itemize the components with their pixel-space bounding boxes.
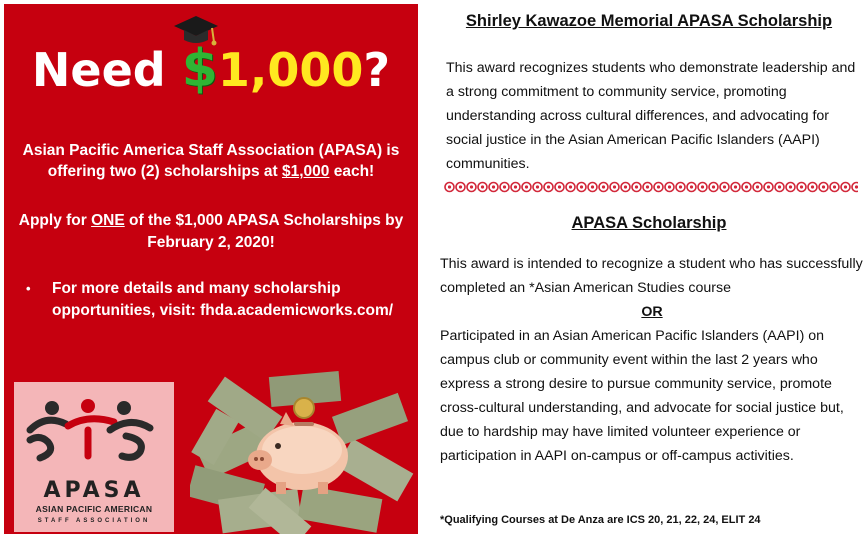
headline-amount: 1,000 [217,43,364,97]
qualifying-courses-note: *Qualifying Courses at De Anza are ICS 20, 21, 22, 24, ELIT 24 [440,514,761,526]
bullet-icon: • [26,281,31,296]
logo-subtitle-line1: ASIAN PACIFIC AMERICAN [35,504,153,514]
apasa-scholarship-title: APASA Scholarship [571,214,727,232]
memorial-scholarship-title: Shirley Kawazoe Memorial APASA Scholarship [465,12,833,30]
headline-dollar-sign: $ [181,39,218,99]
left-red-panel [4,4,418,534]
memorial-scholarship-description: This award recognizes students who demonstrate leadership and a strong commitment to community service, promoting understanding across cultural differences, and advocating for social justice in the Asian American Pacific Islanders (AAPI) communities. [446,60,856,172]
right-info-panel [430,0,868,538]
intro-amount: $1,000 [282,163,330,180]
or-separator: OR [641,304,663,320]
apply-one: ONE [91,212,125,229]
headline [4,34,418,104]
details-bullet [26,278,406,322]
headline-question-mark: ? [363,43,391,97]
apply-text: Apply for ONE of the $1,000 APASA Scholarships by February 2, 2020! [18,212,404,251]
apasa-logo [14,382,174,532]
logo-apasa-text: APASA [43,478,145,503]
apasa-scholarship-description: This award is intended to recognize a student who has successfully completed an *Asian American Studies course [440,256,863,296]
piggy-bank-money-image [190,364,414,534]
intro-text: Asian Pacific America Staff Association (APASA) is offering two (2) scholarships at $1,000 each! [22,142,400,180]
apasa-scholarship-alternative: Participated in an Asian American Pacific Islanders (AAPI) on campus club or community event within the last 2 years who express a strong desire to pursue community service, promote cross-cultural understanding, and advocate for social justice but, due to hardship may have limited volunteer experience or participation in AAPI on-campus or off-campus activities. [440,328,844,464]
logo-subtitle-line2: STAFF ASSOCIATION [37,518,151,524]
details-text: For more details and many scholarship opportunities, visit: fhda.academicworks.com/ [52,280,394,319]
apasa-logo-figures [26,396,156,466]
ornament-divider [444,180,858,194]
headline-need: Need [31,43,182,97]
